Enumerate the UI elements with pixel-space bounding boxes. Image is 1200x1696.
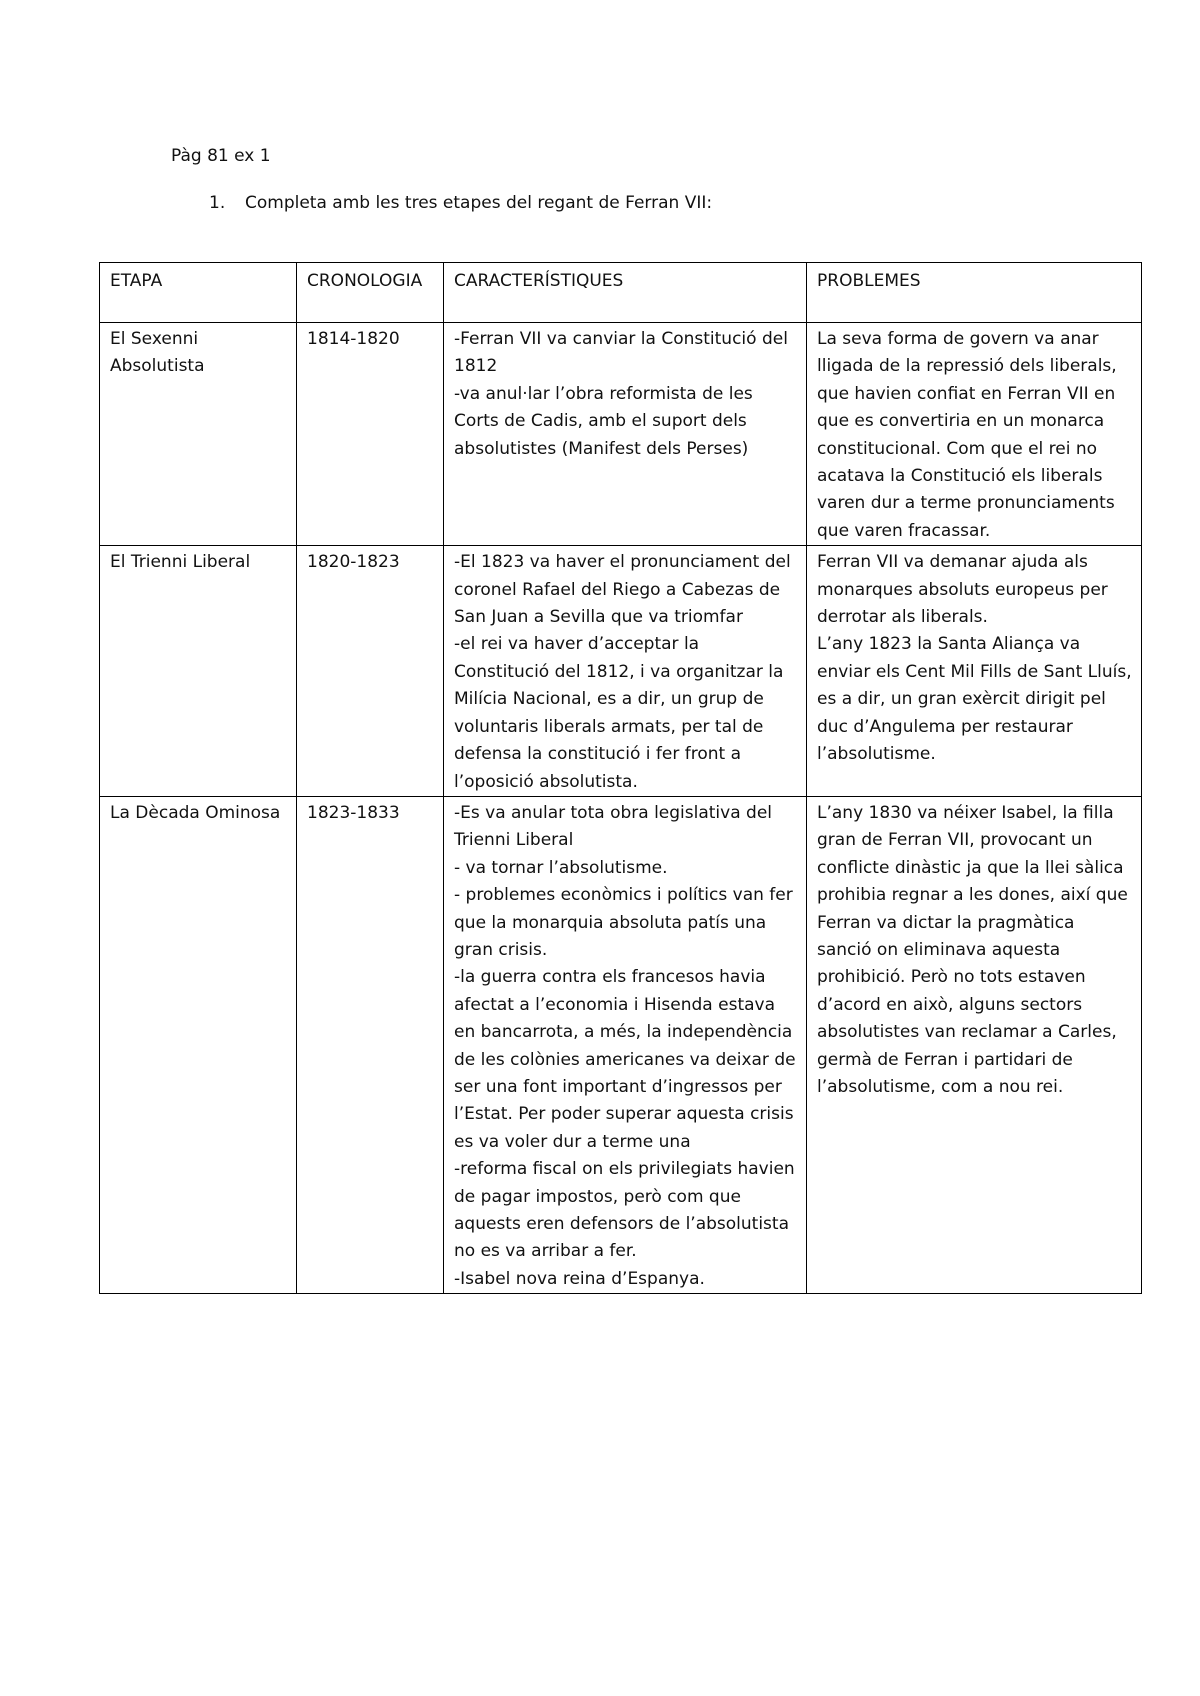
table-row bbox=[100, 546, 1142, 797]
instruction-number: 1. bbox=[209, 193, 226, 213]
table-row bbox=[100, 796, 1142, 1293]
cell-caracteristiques: -El 1823 va haver el pronunciament del coronel Rafael del Riego a Cabezas de San Juan a Sevilla que va triomfar -el rei va haver d’acceptar la Constitució del 1812, i va organitzar la Milícia Nacional, es a dir, un grup de voluntaris liberals armats, per tal de defensa la constitució i fer front a l’oposició absolutista. bbox=[444, 546, 807, 797]
instruction-text: Completa amb les tres etapes del regant de Ferran VII: bbox=[245, 193, 713, 213]
stages-table bbox=[99, 262, 1142, 1294]
header-problemes: PROBLEMES bbox=[807, 263, 1142, 323]
header-etapa: ETAPA bbox=[100, 263, 297, 323]
cell-cronologia: 1823-1833 bbox=[297, 796, 444, 1293]
cell-etapa: El Trienni Liberal bbox=[100, 546, 297, 797]
table-header-row bbox=[100, 263, 1142, 323]
cell-cronologia: 1820-1823 bbox=[297, 546, 444, 797]
cell-cronologia: 1814-1820 bbox=[297, 323, 444, 546]
cell-problemes: Ferran VII va demanar ajuda als monarques absoluts europeus per derrotar als liberals. L’any 1823 la Santa Aliança va enviar els Cent Mil Fills de Sant Lluís, es a dir, un gran exèrcit dirigit pel duc d’Angulema per restaurar l’absolutisme. bbox=[807, 546, 1142, 797]
cell-caracteristiques: -Es va anular tota obra legislativa del Trienni Liberal - va tornar l’absolutisme. - problemes econòmics i polítics van fer que la monarquia absoluta patís una gran crisis. -la guerra contra els francesos havia afectat a l’economia i Hisenda estava en bancarrota, a més, la independència de les colònies americanes va deixar de ser una font important d’ingressos per l’Estat. Per poder superar aquesta crisis es va voler dur a terme una -reforma fiscal on els privilegiats havien de pagar impostos, però com que aquests eren defensors de l’absolutista no es va arribar a fer. -Isabel nova reina d’Espanya. bbox=[444, 796, 807, 1293]
table-row bbox=[100, 323, 1142, 546]
page-reference: Pàg 81 ex 1 bbox=[171, 146, 271, 166]
header-caracteristiques: CARACTERÍSTIQUES bbox=[444, 263, 807, 323]
cell-problemes: L’any 1830 va néixer Isabel, la filla gran de Ferran VII, provocant un conflicte dinàstic ja que la llei sàlica prohibia regnar a les dones, així que Ferran va dictar la pragmàtica sanció on eliminava aquesta prohibició. Però no tots estaven d’acord en això, alguns sectors absolutistes van reclamar a Carles, germà de Ferran i partidari de l’absolutisme, com a nou rei. bbox=[807, 796, 1142, 1293]
cell-etapa: La Dècada Ominosa bbox=[100, 796, 297, 1293]
exercise-instruction bbox=[209, 192, 712, 214]
cell-problemes: La seva forma de govern va anar lligada de la repressió dels liberals, que havien confiat en Ferran VII en que es convertiria en un monarca constitucional. Com que el rei no acatava la Constitució els liberals varen dur a terme pronunciaments que varen fracassar. bbox=[807, 323, 1142, 546]
header-cronologia: CRONOLOGIA bbox=[297, 263, 444, 323]
cell-caracteristiques: -Ferran VII va canviar la Constitució del 1812 -va anul·lar l’obra reformista de les Corts de Cadis, amb el suport dels absolutistes (Manifest dels Perses) bbox=[444, 323, 807, 546]
cell-etapa: El Sexenni Absolutista bbox=[100, 323, 297, 546]
